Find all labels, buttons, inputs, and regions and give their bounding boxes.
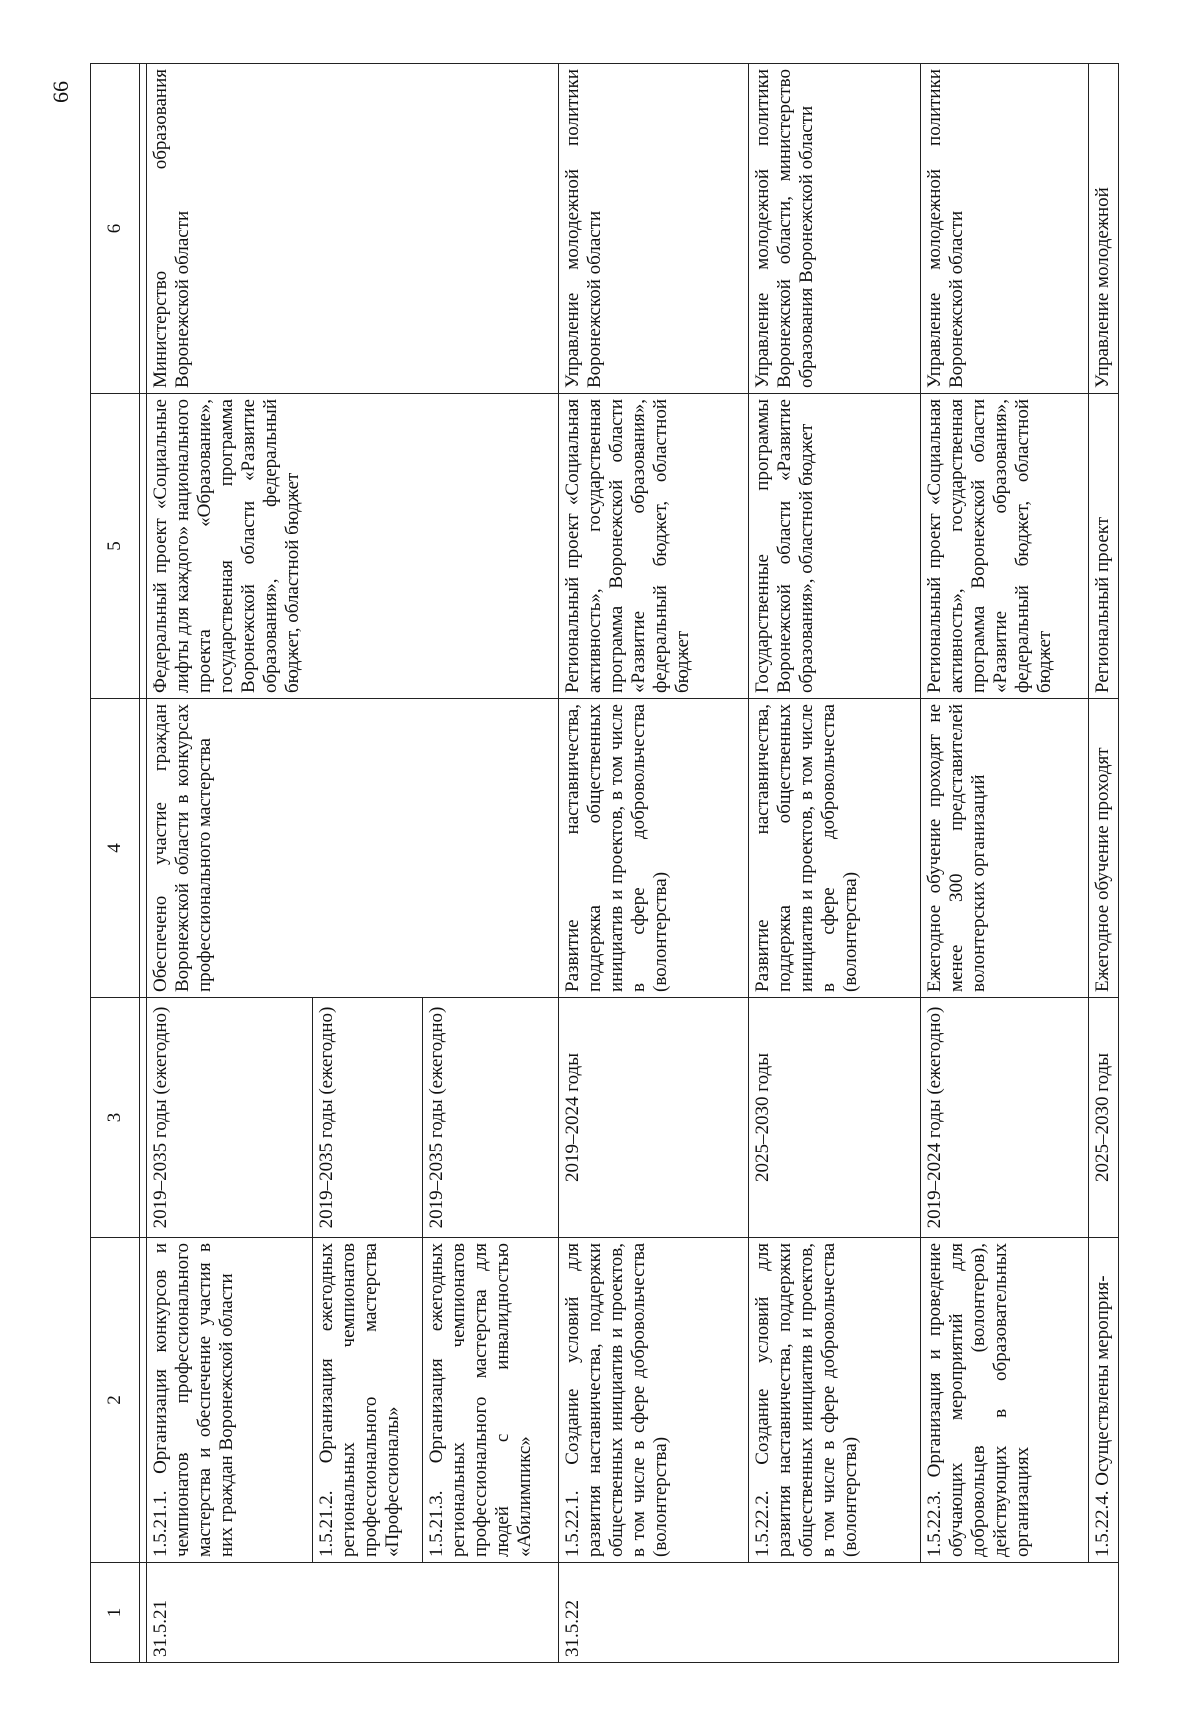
period-cell: 2019–2024 годы xyxy=(559,998,749,1238)
item-number: 31.5.21 xyxy=(147,1563,559,1663)
column-header: 1 xyxy=(91,1563,140,1663)
activity-cell: 1.5.21.1. Организация конкурсов и чемпионатов профессионального мастерства и обеспечение участия в них граждан Воронежской области xyxy=(147,1238,313,1563)
column-header: 6 xyxy=(91,64,140,394)
period-cell: 2019–2035 годы (ежегодно) xyxy=(147,998,313,1238)
table-row xyxy=(921,64,1089,1663)
activity-cell: 1.5.22.3. Организация и проведение обучающих мероприятий для добровольцев (волонтеров), действующих в образовательных организациях xyxy=(921,1238,1089,1563)
table-row xyxy=(1089,64,1119,1663)
result-cell: Развитие наставничества, поддержка общественных инициатив и проектов, в том числе в сфере добровольчества (волонтерства) xyxy=(559,699,749,998)
period-cell: 2025–2030 годы xyxy=(1089,998,1119,1238)
executor-cell: Управление молодежной политики Воронежской области xyxy=(559,64,749,394)
result-cell: Ежегодное обучение проходят не менее 300 представителей волонтерских организаций xyxy=(921,699,1089,998)
source-cell: Государственные программы Воронежской области «Развитие образования», областной бюджет xyxy=(749,394,921,699)
header-row xyxy=(91,64,140,1663)
header-gap xyxy=(140,64,147,1663)
executor-cell: Управление молодежной политики Воронежской области xyxy=(921,64,1089,394)
source-cell: Региональный проект «Социальная активность», государственная программа Воронежской области «Развитие образования», федеральный бюджет, областной бюджет xyxy=(559,394,749,699)
column-header: 3 xyxy=(91,998,140,1238)
activity-cell: 1.5.22.4. Осуществлены мероприя- xyxy=(1089,1238,1119,1563)
item-number: 31.5.22 xyxy=(559,1563,1119,1663)
period-cell: 2019–2024 годы (ежегодно) xyxy=(921,998,1089,1238)
period-cell: 2025–2030 годы xyxy=(749,998,921,1238)
executor-cell: Управление молодежной xyxy=(1089,64,1119,394)
executor-cell: Министерство образования Воронежской области xyxy=(147,64,559,394)
activity-cell: 1.5.22.2. Создание условий для развития наставничества, поддержки общественных инициатив и проектов, в том числе в сфере добровольчества (волонтерства) xyxy=(749,1238,921,1563)
activity-cell: 1.5.21.3. Организация ежегодных региональных чемпионатов профессионального мастерства для людей с инвалидностью «Абилимпикс» xyxy=(423,1238,559,1563)
source-cell: Федеральный проект «Социальные лифты для каждого» национального проекта «Образование», государственная программа Воронежской области «Развитие образования», федеральный бюджет, областной бюджет xyxy=(147,394,559,699)
activity-cell: 1.5.22.1. Создание условий для развития наставничества, поддержки общественных инициатив и проектов, в том числе в сфере добровольчества (волонтерства) xyxy=(559,1238,749,1563)
table-row xyxy=(749,64,921,1663)
result-cell: Развитие наставничества, поддержка общественных инициатив и проектов, в том числе в сфере добровольчества (волонтерства) xyxy=(749,699,921,998)
period-cell: 2019–2035 годы (ежегодно) xyxy=(423,998,559,1238)
column-header: 5 xyxy=(91,394,140,699)
plan-table xyxy=(90,63,1119,1663)
page-number: 66 xyxy=(48,81,73,103)
column-header: 4 xyxy=(91,699,140,998)
source-cell: Региональный проект xyxy=(1089,394,1119,699)
executor-cell: Управление молодежной политики Воронежской области, министерство образования Воронежской области xyxy=(749,64,921,394)
table-row xyxy=(147,64,313,1663)
result-cell: Ежегодное обучение проходят xyxy=(1089,699,1119,998)
activity-cell: 1.5.21.2. Организация ежегодных региональных чемпионатов профессионального мастерства «Профессионалы» xyxy=(313,1238,423,1563)
table-row xyxy=(559,64,749,1663)
column-header: 2 xyxy=(91,1238,140,1563)
source-cell: Региональный проект «Социальная активность», государственная программа Воронежской области «Развитие образования», федеральный бюджет, областной бюджет xyxy=(921,394,1089,699)
result-cell: Обеспечено участие граждан Воронежской области в конкурсах профессионального мастерства xyxy=(147,699,559,998)
period-cell: 2019–2035 годы (ежегодно) xyxy=(313,998,423,1238)
